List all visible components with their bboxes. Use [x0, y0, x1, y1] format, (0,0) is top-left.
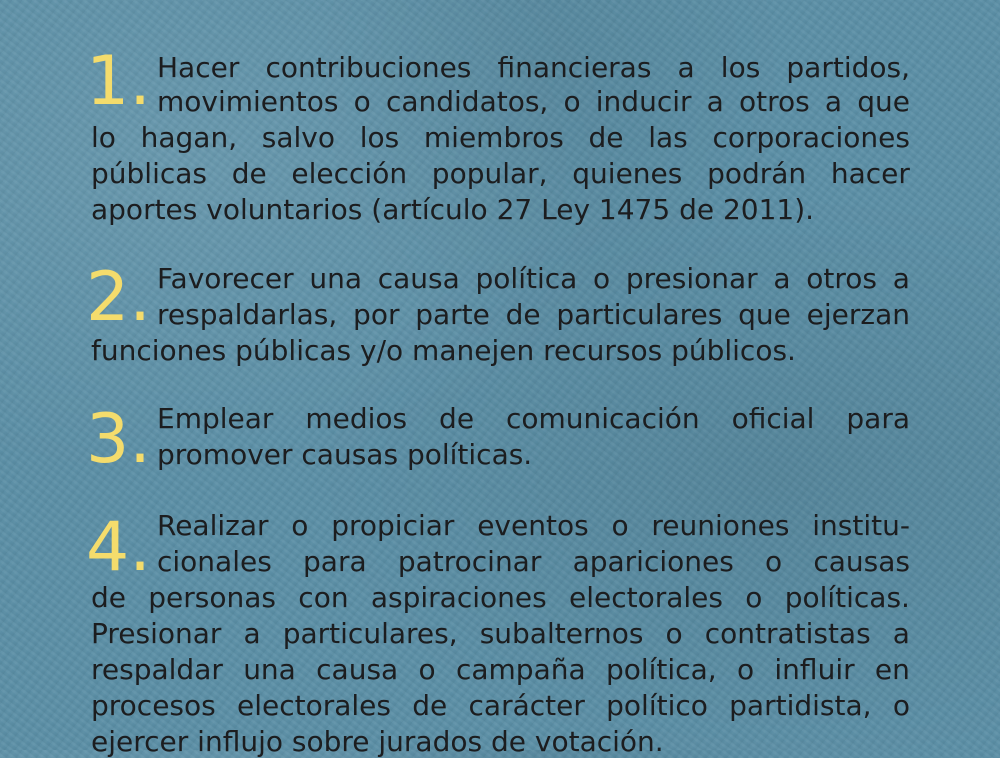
item-number: 2. — [86, 258, 151, 337]
item-text-line: Favorecer una causa política o presionar a otros a — [157, 262, 910, 295]
item-text-line: procesos electorales de carácter político partidista, o — [91, 689, 910, 722]
item-number: 4. — [86, 508, 151, 587]
item-number: 1. — [86, 42, 151, 121]
item-text-line: de personas con aspiraciones electorales o políticas. — [91, 581, 910, 614]
item-text-line: cionales para patrocinar apariciones o causas — [157, 545, 910, 578]
item-text-line: funciones públicas y/o manejen recursos públicos. — [91, 334, 796, 367]
item-text-line: Realizar o propiciar eventos o reuniones institu- — [157, 509, 910, 542]
item-text-line: movimientos o candidatos, o inducir a otros a que — [157, 85, 910, 118]
item-text-line: lo hagan, salvo los miembros de las corporaciones — [91, 121, 910, 154]
item-text-line: públicas de elección popular, quienes podrán hacer — [91, 157, 910, 190]
item-number: 3. — [86, 400, 151, 479]
item-text-line: promover causas políticas. — [157, 438, 533, 471]
item-text-line: Emplear medios de comunicación oficial para — [157, 402, 910, 435]
item-text-line: ejercer influjo sobre jurados de votación. — [91, 725, 664, 758]
item-text-line: Presionar a particulares, subalternos o contratistas a — [91, 617, 910, 650]
item-text-line: respaldar una causa o campaña política, o influir en — [91, 653, 910, 686]
item-text-line: aportes voluntarios (artículo 27 Ley 1475 de 2011). — [91, 193, 815, 226]
item-text-line: Hacer contribuciones financieras a los partidos, — [157, 51, 910, 84]
item-text-line: respaldarlas, por parte de particulares que ejerzan — [157, 298, 910, 331]
